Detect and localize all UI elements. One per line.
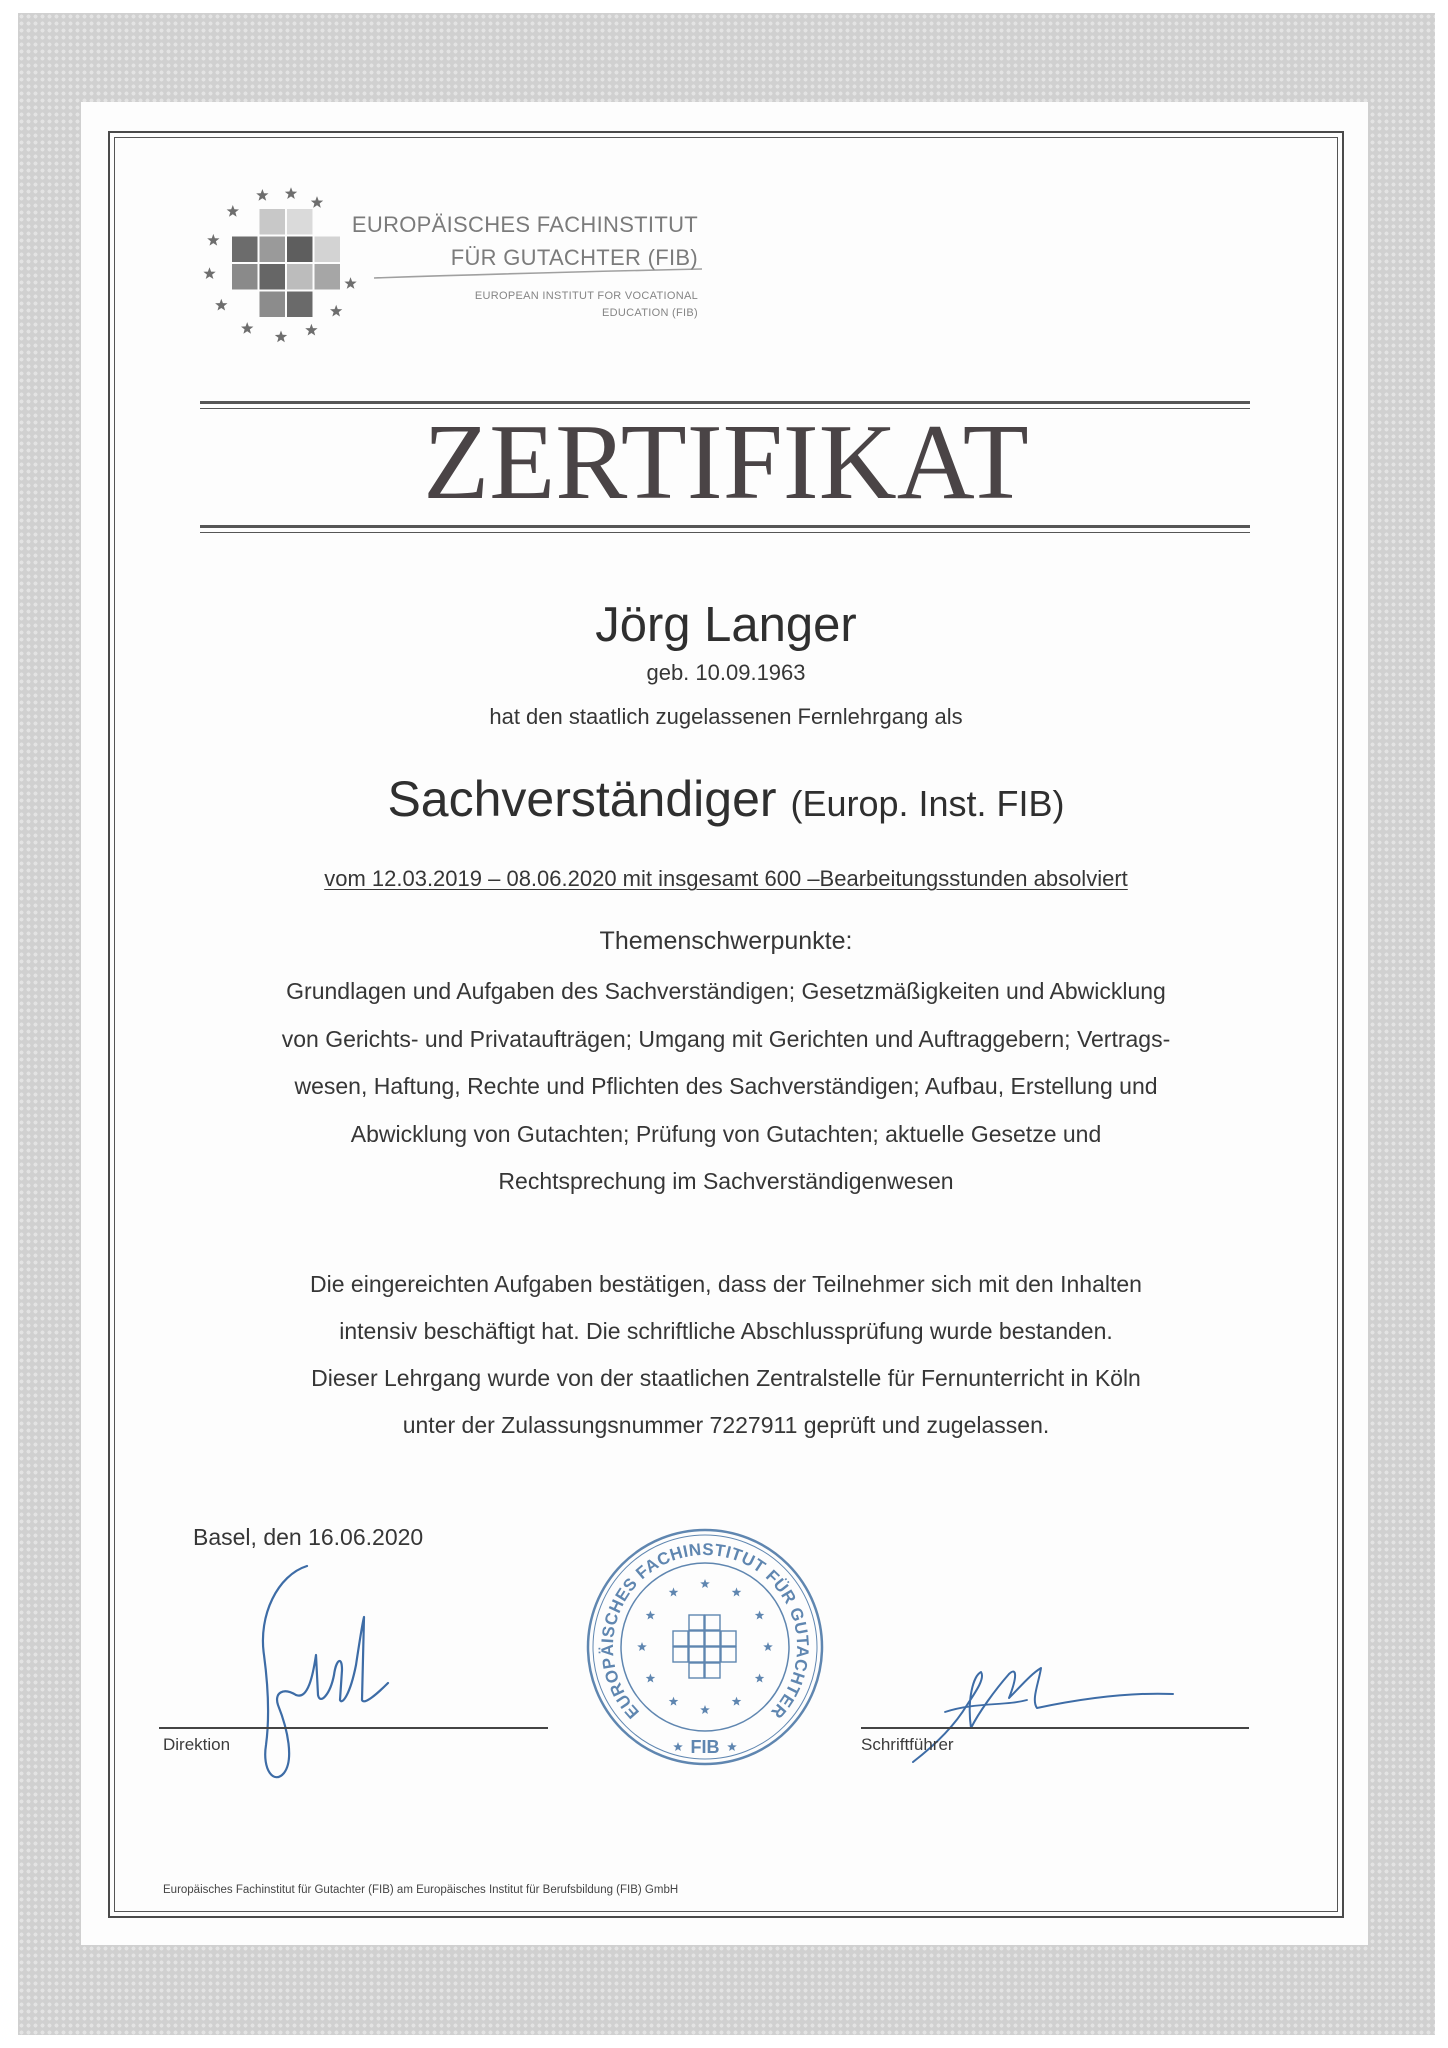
star-icon xyxy=(646,1674,656,1683)
logo-name-line2: FÜR GUTACHTER (FIB) xyxy=(450,245,698,270)
logo-name-line1: EUROPÄISCHES FACHINSTITUT xyxy=(351,212,698,237)
star-icon xyxy=(700,1579,710,1588)
stamp-square xyxy=(689,1663,704,1678)
star-icon xyxy=(637,1642,647,1651)
star-icon xyxy=(755,1611,765,1620)
stamp-square xyxy=(705,1647,720,1662)
recipient-birth-date: geb. 10.09.1963 xyxy=(646,660,806,685)
secretary-signature-line xyxy=(861,1727,1249,1729)
stamp-square xyxy=(705,1663,720,1678)
confirmation-line: unter der Zulassungsnummer 7227911 geprüft und zugelassen. xyxy=(402,1412,1050,1438)
logo-swoosh-line xyxy=(374,269,702,278)
course-period: vom 12.03.2019 – 08.06.2020 mit insgesamt 600 –Bearbeitungsstunden absolviert xyxy=(324,866,1128,891)
confirmation-paragraph xyxy=(108,1261,1344,1449)
logo-square xyxy=(260,264,286,290)
star-icon xyxy=(732,1587,742,1596)
logo-square xyxy=(260,209,286,235)
stamp-ring-textpath: EUROPÄISCHES FACHINSTITUT FÜR GUTACHTER xyxy=(597,1539,813,1723)
star-icon xyxy=(227,205,239,217)
director-signature-line xyxy=(159,1727,548,1729)
star-icon xyxy=(215,299,227,311)
star-icon xyxy=(755,1674,765,1683)
confirmation-line: Dieser Lehrgang wurde von der staatlichen Zentralstelle für Fernunterricht in Köln xyxy=(311,1365,1141,1391)
star-icon xyxy=(344,277,356,289)
qualification-main: Sachverständiger xyxy=(387,771,777,827)
stamp-square xyxy=(721,1647,736,1662)
confirmation-line: Die eingereichten Aufgaben bestätigen, dass der Teilnehmer sich mit den Inhalten xyxy=(310,1271,1142,1297)
stamp-square xyxy=(689,1615,704,1630)
intro-text: hat den staatlich zugelassenen Fernlehrgang als xyxy=(489,704,963,729)
title-rule-bottom-thick xyxy=(200,525,1250,528)
logo-subtitle-line2: EDUCATION (FIB) xyxy=(602,307,698,319)
star-icon xyxy=(732,1697,742,1706)
stamp-bottom-text: FIB xyxy=(690,1737,720,1757)
star-icon xyxy=(285,187,297,199)
director-signature xyxy=(238,1555,408,1795)
topics-line: Rechtsprechung im Sachverständigenwesen xyxy=(498,1168,954,1194)
topics-paragraph xyxy=(108,968,1344,1206)
certificate-title: ZERTIFIKAT xyxy=(423,403,1029,522)
qualification xyxy=(108,771,1344,829)
title-rule-bottom-thin xyxy=(200,532,1250,533)
place-date: Basel, den 16.06.2020 xyxy=(193,1524,424,1550)
stamp-square xyxy=(689,1647,704,1662)
signature-stroke xyxy=(263,1566,307,1777)
star-icon xyxy=(256,189,268,201)
stamp-square xyxy=(705,1631,720,1646)
stamp-square xyxy=(721,1631,736,1646)
topics-line: wesen, Haftung, Rechte und Pflichten des Sachverständigen; Aufbau, Erstellung und xyxy=(294,1073,1158,1099)
confirmation-line: intensiv beschäftigt hat. Die schriftliche Abschlussprüfung wurde bestanden. xyxy=(339,1318,1113,1344)
stamp-square xyxy=(673,1647,688,1662)
logo-square xyxy=(260,292,286,318)
logo-square xyxy=(232,237,258,263)
star-icon xyxy=(727,1742,737,1751)
star-icon xyxy=(311,196,323,208)
topics-line: von Gerichts- und Privataufträgen; Umgang mit Gerichten und Auftraggebern; Vertrags- xyxy=(281,1025,1171,1052)
stamp-cross-squares xyxy=(673,1615,736,1678)
footer-text: Europäisches Fachinstitut für Gutachter (FIB) am Europäisches Institut für Berufsbildung (FIB) GmbH xyxy=(163,1884,679,1896)
star-icon xyxy=(241,322,253,334)
star-icon xyxy=(673,1742,683,1751)
topics-line: Abwicklung von Gutachten; Prüfung von Gutachten; aktuelle Gesetze und xyxy=(350,1120,1102,1147)
logo-subtitle-line1: EUROPEAN INSTITUT FOR VOCATIONAL xyxy=(474,290,698,302)
star-icon xyxy=(669,1697,679,1706)
topics-line: Grundlagen und Aufgaben des Sachverständigen; Gesetzmäßigkeiten und Abwicklung xyxy=(286,978,1166,1004)
star-icon xyxy=(305,324,317,336)
star-icon xyxy=(275,331,287,343)
recipient-name: Jörg Langer xyxy=(595,598,857,652)
stamp-square xyxy=(705,1615,720,1630)
signature-stroke xyxy=(296,1617,388,1701)
logo-square xyxy=(232,264,258,290)
stamp-square xyxy=(673,1631,688,1646)
star-icon xyxy=(646,1611,656,1620)
logo-square xyxy=(260,237,286,263)
star-icon xyxy=(763,1642,773,1651)
star-icon xyxy=(700,1705,710,1714)
star-icon xyxy=(669,1587,679,1596)
institute-stamp xyxy=(580,1522,830,1772)
star-icon xyxy=(203,267,215,279)
stamp-square xyxy=(689,1631,704,1646)
qualification-suffix: (Europ. Inst. FIB) xyxy=(790,783,1065,824)
topics-heading: Themenschwerpunkte: xyxy=(599,927,853,955)
director-label: Direktion xyxy=(163,1735,231,1754)
star-icon xyxy=(207,234,219,246)
secretary-label: Schriftführer xyxy=(861,1735,954,1754)
